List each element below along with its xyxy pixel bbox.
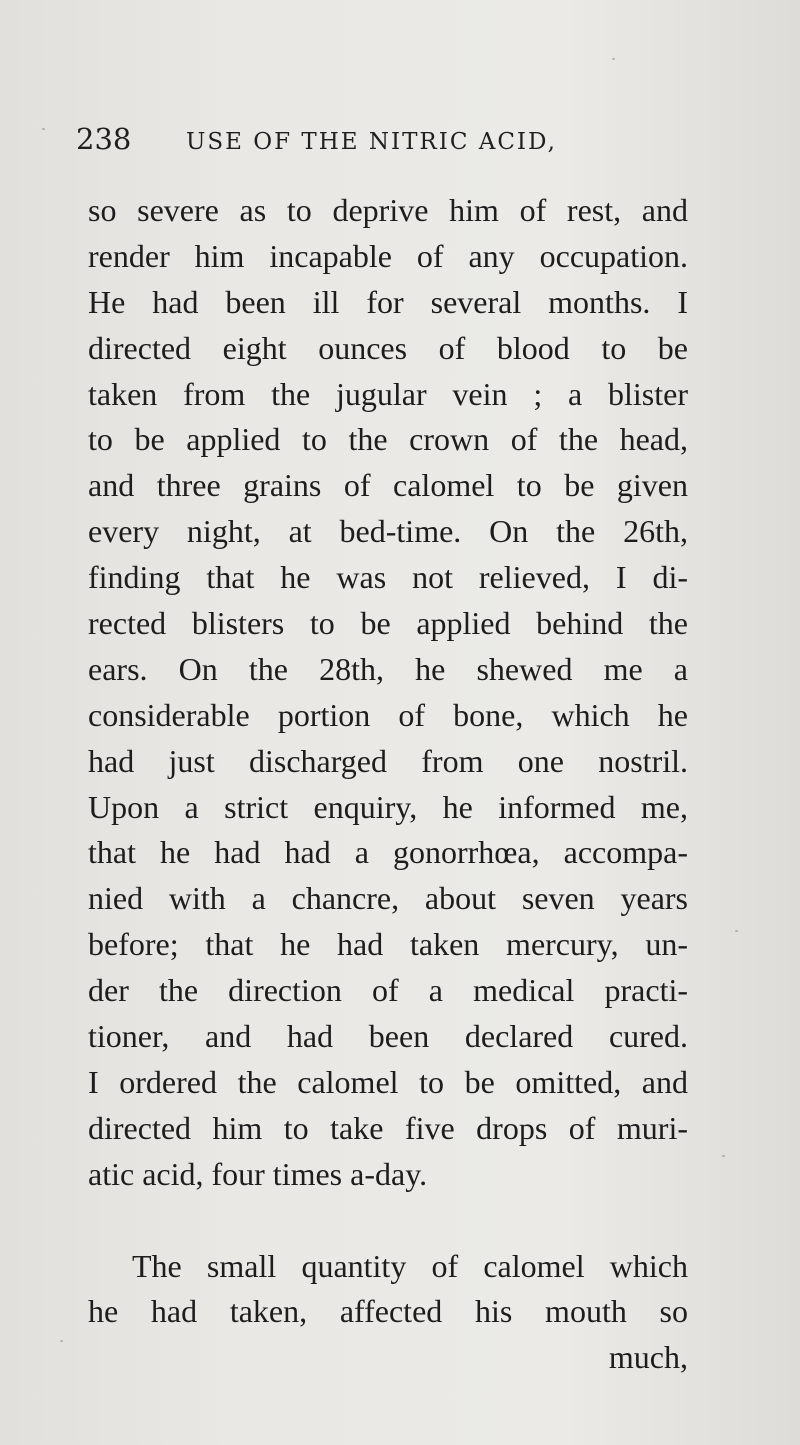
text-line: finding that he was not relieved, I di- (88, 559, 688, 596)
text-line: so severe as to deprive him of rest, and (88, 192, 688, 228)
paper-speck (722, 1155, 725, 1157)
paper-speck (735, 930, 738, 932)
text-line: to be applied to the crown of the head, (88, 421, 688, 458)
text-line: he had taken, affected his mouth so (88, 1293, 688, 1330)
page-number: 238 (76, 122, 132, 156)
text-line: nied with a chancre, about seven years (88, 880, 688, 917)
paragraph (88, 188, 688, 1198)
paper-speck (42, 128, 45, 130)
text-line: I ordered the calomel to be omitted, and (88, 1063, 688, 1100)
text-line: before; that he had taken mercury, un- (88, 926, 688, 963)
text-line: atic acid, four times a-day. (88, 1155, 428, 1192)
text-line: tioner, and had been declared cured. (88, 1018, 688, 1055)
text-line: that he had had a gonorrhœa, accompa- (88, 834, 688, 871)
text-line: and three grains of calomel to be given (88, 467, 688, 504)
paragraph (88, 1244, 688, 1336)
text-line: directed eight ounces of blood to be (88, 329, 688, 366)
paper-speck (60, 1340, 63, 1342)
text-line: considerable portion of bone, which he (88, 696, 688, 733)
text-line: rected blisters to be applied behind the (88, 605, 688, 642)
text-line: directed him to take five drops of muri- (88, 1109, 688, 1146)
catchword: much, (608, 1339, 688, 1376)
text-line: The small quantity of calomel which (132, 1247, 688, 1284)
page-header (76, 122, 557, 166)
text-line: taken from the jugular vein ; a blister (88, 375, 688, 412)
body-text (88, 188, 688, 1381)
text-line: render him incapable of any occupation. (88, 237, 688, 274)
running-title: USE OF THE NITRIC ACID, (186, 129, 557, 155)
paragraph-gap (88, 1198, 688, 1244)
text-line: ears. On the 28th, he shewed me a (88, 650, 688, 687)
text-line: He had been ill for several months. I (88, 283, 688, 320)
paper-speck (612, 58, 615, 60)
text-line: der the direction of a medical practi- (88, 972, 688, 1009)
text-line: Upon a strict enquiry, he informed me, (88, 788, 688, 825)
text-line: had just discharged from one nostril. (88, 742, 688, 779)
text-line: every night, at bed-time. On the 26th, (88, 513, 688, 550)
